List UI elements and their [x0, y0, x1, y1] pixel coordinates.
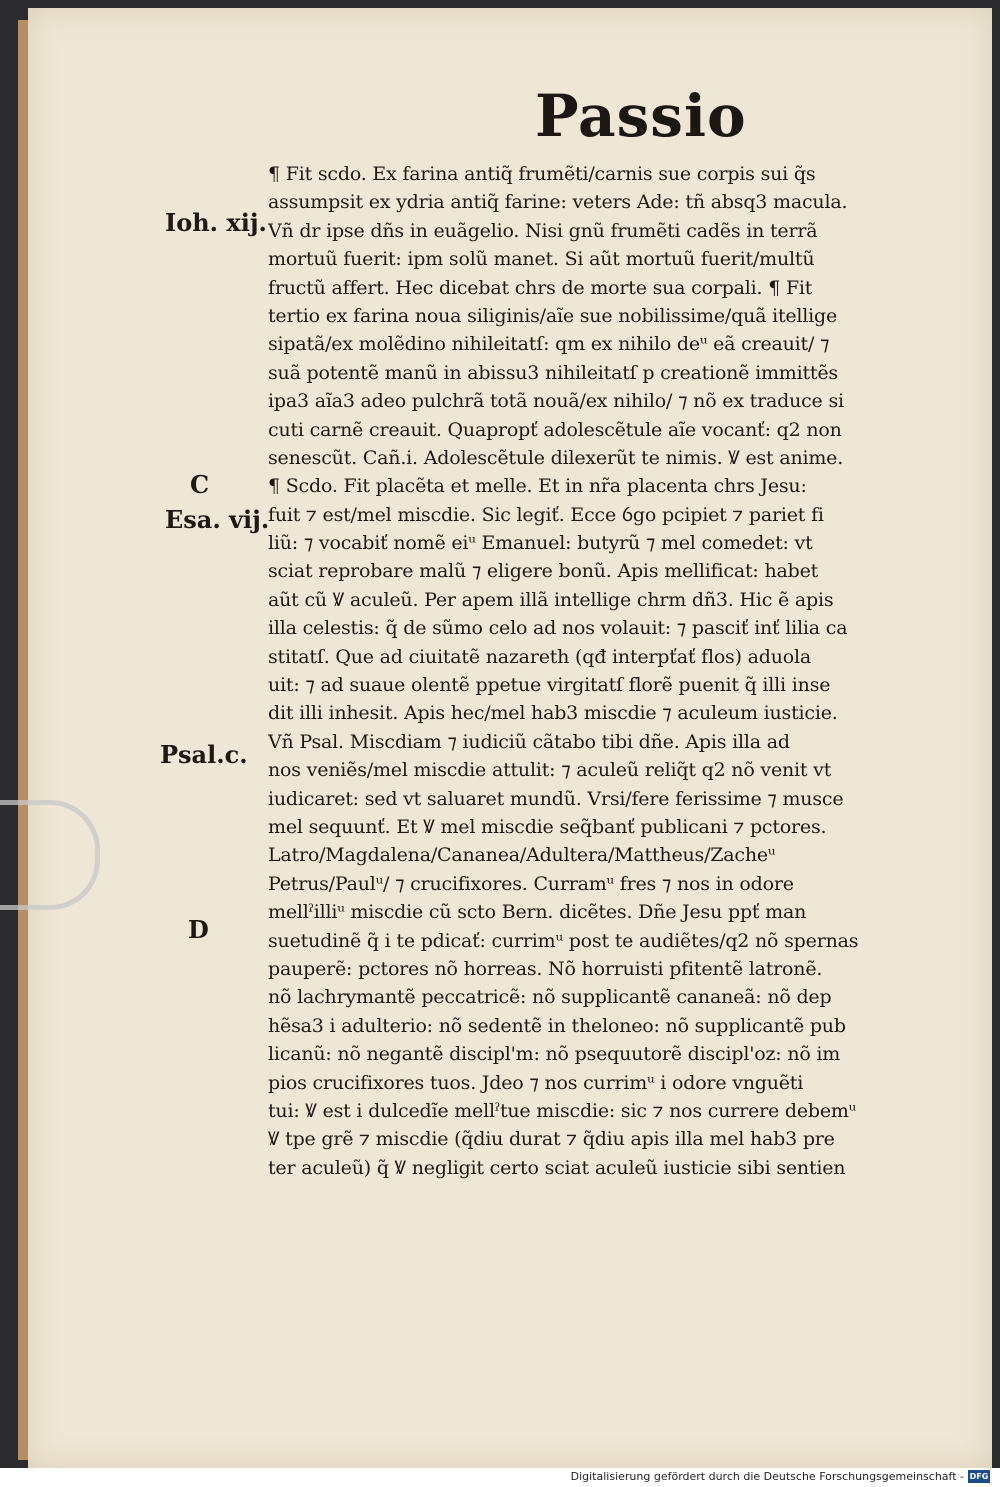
text-line: ¶ Fit scdo. Ex farina antiq̃ frumẽti/carnis sue corpis sui q̃s [268, 163, 816, 185]
text-line: assumpsit ex ydria antiq̃ farine: veters Ade: tñ absq3 macula. [268, 191, 848, 214]
text-line: pios crucifixores tuos. Jdeo ⁊ nos currimᵘ i odore vnguẽti [268, 1071, 804, 1094]
text-line: liũ: ⁊ vocabiť nomẽ eiᵘ Emanuel: butyrũ ⁊ mel comedet: vt [268, 532, 813, 555]
text-line: ter aculeũ) q̃ Ꝟ negligit certo sciat aculeũ iusticie sibi sentien [268, 1156, 846, 1179]
text-line: suã potentẽ manũ in abissu3 nihileitatſ p creationẽ immittẽs [268, 361, 838, 384]
body-text [268, 160, 948, 1182]
text-line: mellˀilliᵘ miscdie cũ scto Bern. dicẽtes. Dñe Jesu ppť man [268, 901, 807, 924]
text-line: pauperẽ: pctores nõ horreas. Nõ horruisti pfitentẽ latronẽ. [268, 957, 823, 980]
text-line: sipatã/ex molẽdino nihileitatſ: qm ex nihilo deᵘ eã creauit/ ⁊ [268, 333, 830, 356]
text-line: iudicaret: sed vt saluaret mundũ. Vrsi/fere ferissime ⁊ musce [268, 787, 844, 810]
margin-note-ioh: Ioh. xij. [165, 208, 267, 237]
scanner-clip [0, 800, 100, 910]
text-line: Latro/Magdalena/Cananea/Adultera/Mattheus/Zacheᵘ [268, 844, 776, 867]
text-line: sciat reprobare malũ ⁊ eligere bonũ. Apis mellificat: habet [268, 560, 819, 583]
text-line: fructũ affert. Hec dicebat chrs de morte sua corpali. ¶ Fit [268, 276, 813, 299]
text-line: illa celestis: q̃ de sũmo celo ad nos volauit: ⁊ pasciť inť lilia ca [268, 617, 848, 640]
text-line: cuti carnẽ creauit. Quapropť adolescẽtule aĩe vocanť: q2 non [268, 418, 842, 441]
text-line: aũt cũ Ꝟ aculeũ. Per apem illã intellige chrm dñ3. Hic ẽ apis [268, 588, 834, 611]
text-line: ¶ Scdo. Fit placẽta et melle. Et in nr̃a placenta chrs Jesu: [268, 475, 807, 498]
footer-credit: Digitalisierung gefördert durch die Deutsche Forschungsgemeinschaft - [570, 1470, 964, 1483]
text-line: licanũ: nõ negantẽ discipl'm: nõ psequutorẽ discipl'oz: nõ im [268, 1043, 841, 1066]
text-line: Petrus/Paulᵘ/ ⁊ crucifixores. Curramᵘ fres ⁊ nos in odore [268, 872, 794, 895]
margin-note-esa: Esa. vij. [165, 505, 270, 534]
text-line: Ꝟ tpe grẽ ⁊ miscdie (q̃diu durat ⁊ q̃diu apis illa mel hab3 pre [268, 1128, 835, 1151]
text-line: hẽsa3 i adulterio: nõ sedentẽ in theloneo: nõ supplicantẽ pub [268, 1014, 846, 1037]
text-line: nõ lachrymantẽ peccatricẽ: nõ supplicantẽ cananeã: nõ dep [268, 986, 832, 1009]
running-title: Passio [535, 82, 747, 150]
text-line: Vñ Psal. Miscdiam ⁊ iudiciũ cãtabo tibi dñe. Apis illa ad [268, 730, 790, 753]
text-line: dit illi inhesit. Apis hec/mel hab3 miscdie ⁊ aculeum iusticie. [268, 702, 838, 725]
text-line: suetudinẽ q̃ i te pdicať: currimᵘ post te audiẽtes/q2 nõ spernas [268, 929, 859, 952]
text-line: senescũt. Cañ.i. Adolescẽtule dilexerũt te nimis. Ꝟ est anime. [268, 446, 844, 469]
text-line: mortuũ fuerit: ipm solũ manet. Si aũt mortuũ fuerit/multũ [268, 248, 815, 271]
text-line: ipa3 aĩa3 adeo pulchrã totã nouã/ex nihilo/ ⁊ nõ ex traduce si [268, 390, 844, 413]
text-line: mel sequunť. Et Ꝟ mel miscdie seq̃banť publicani ⁊ pctores. [268, 815, 827, 838]
text-line: uit: ⁊ ad suaue olentẽ ppetue virgitatſ florẽ puenit q̃ illi inse [268, 674, 831, 697]
dfg-logo-icon: DFG [969, 1472, 989, 1481]
text-line: fuit ⁊ est/mel miscdie. Sic legiť. Ecce ỽgo pcipiet ⁊ pariet fi [268, 503, 824, 526]
margin-note-c: C [190, 470, 210, 499]
text-line: tui: Ꝟ est i dulcedĩe mellˀtue miscdie: sic ⁊ nos currere debemᵘ [268, 1099, 857, 1122]
margin-note-psal: Psal.c. [160, 740, 248, 769]
margin-note-d: D [188, 915, 209, 944]
text-line: Vñ dr ipse dñs in euãgelio. Nisi gnũ frumẽti cadẽs in terrã [268, 219, 818, 242]
text-line: stitatſ. Que ad ciuitatẽ nazareth (qđ interpťať flos) aduola [268, 645, 812, 668]
text-line: nos veniẽs/mel miscdie attulit: ⁊ aculeũ reliq̃t q2 nõ venit vt [268, 759, 832, 782]
text-line: tertio ex farina noua siliginis/aĩe sue nobilissime/quã itellige [268, 304, 838, 327]
